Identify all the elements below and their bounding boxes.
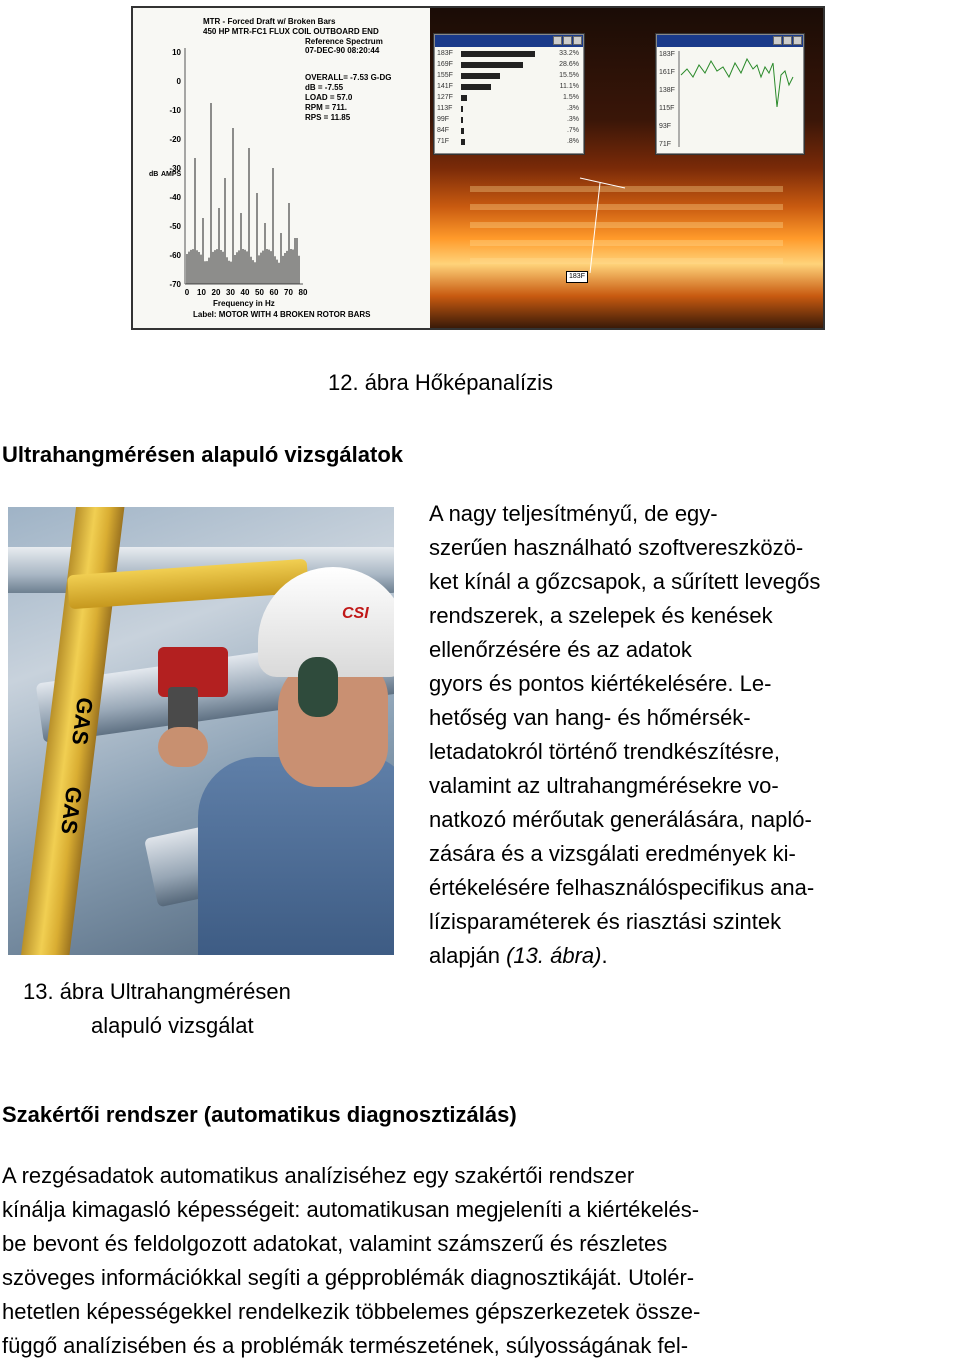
spectrum-y-tick: -20 [169,135,181,144]
histogram-temp-label: 155F [437,72,453,79]
ultrasound-paragraph-line: natkozó mérőutak generálására, napló- [429,807,812,832]
ultrasound-paragraph-line: hetőség van hang- és hőmérsék- [429,705,751,730]
maximize-icon[interactable] [563,36,572,45]
histogram-bar [461,51,535,57]
spectrum-xlabel: Frequency in Hz [213,299,275,308]
expert-system-paragraph-line: szöveges információkkal segíti a gépproblémák diagnosztikáját. Utolér- [2,1265,695,1290]
spectrum-stat-rpm: RPM = 711. [305,103,348,112]
histogram-percent: 1.5% [563,94,579,101]
ultrasound-paragraph-line: gyors és pontos kiértékelésére. Le- [429,671,772,696]
spectrum-y-tick: 0 [176,77,181,86]
histogram-temp-label: 99F [437,116,450,123]
ear-protector [298,657,338,717]
histogram-temp-label: 84F [437,127,450,134]
spectrum-x-tick: 10 [197,288,206,297]
spectrum-ylabel-2: AMPS [161,171,182,178]
pipe-label-gas-1: GAS [67,695,98,747]
maximize-icon[interactable] [783,36,792,45]
pipe-label-gas-2: GAS [56,785,87,836]
thermal-profile-y-tick: 71F [659,141,672,148]
spectrum-x-tick: 0 [184,288,190,297]
spectrum-x-tick: 50 [255,288,264,297]
section-heading-ultrasound: Ultrahangmérésen alapuló vizsgálatok [2,442,404,467]
histogram-percent: 11.1% [559,83,579,90]
expert-system-paragraph-line: kínálja kimagasló képességeit: automatikusan megjeleníti a kiértékelés- [2,1197,700,1222]
ultrasound-paragraph-line: A nagy teljesítményű, de egy- [429,501,718,526]
ultrasound-paragraph-line: ket kínál a gőzcsapok, a sűrített levegős [429,569,821,594]
histogram-percent: .3% [566,116,579,123]
spectrum-y-tick: -40 [169,193,181,202]
close-icon[interactable] [793,36,802,45]
minimize-icon[interactable] [773,36,782,45]
ultrasound-paragraph-line: rendszerek, a szelepek és kenések [429,603,773,628]
figure-13-photo [8,507,394,955]
spectrum-x-tick: 80 [298,288,308,297]
spectrum-x-tick: 60 [269,288,279,297]
histogram-bar [461,128,464,134]
histogram-temp-label: 169F [437,61,453,68]
spectrum-stat-rps: RPS = 11.85 [305,113,351,122]
histogram-bar [461,73,500,79]
spectrum-x-tick: 30 [226,288,235,297]
ultrasound-paragraph-line: valamint az ultrahangmérésekre vo- [429,773,779,798]
histogram-bar [461,95,467,101]
reference-spectrum-plot [133,8,430,328]
ultrasound-paragraph-line: lízisparaméterek és riasztási szintek [429,909,782,934]
histogram-percent: .7% [566,127,579,134]
worker-hand [158,727,208,767]
ultrasound-paragraph-line: ellenőrzésére és az adatok [429,637,692,662]
histogram-temp-label: 127F [437,94,453,101]
histogram-percent: 15.5% [559,72,579,79]
figure-13-reference: (13. ábra) [506,943,602,968]
sentence-end: . [601,943,608,968]
thermal-profile-y-tick: 161F [659,69,675,76]
histogram-temp-label: 183F [437,50,453,57]
spectrum-y-tick: -50 [169,222,181,231]
histogram-percent: 33.2% [559,50,579,57]
spectrum-ref-1: Reference Spectrum [305,37,383,46]
thermal-image [430,8,823,328]
spectrum-y-tick: -10 [169,106,181,115]
close-icon[interactable] [573,36,582,45]
ultrasound-paragraph-line: szerűen használható szoftvereszközö- [429,535,804,560]
spectrum-x-tick: 40 [240,288,250,297]
thermal-profile-plot [657,47,803,151]
expert-system-paragraph-line: függő analízisében és a problémák természetének, súlyosságának fel- [2,1333,689,1358]
histogram-bar [461,139,465,145]
histogram-bar [461,84,491,90]
histogram-titlebar[interactable] [435,35,583,47]
figure-13-caption-line-2: alapuló vizsgálat [91,1013,254,1038]
spectrum-y-tick: 10 [172,48,181,57]
spectrum-footer: Label: MOTOR WITH 4 BROKEN ROTOR BARS [193,310,371,319]
section-heading-expert-system: Szakértői rendszer (automatikus diagnosztizálás) [2,1102,517,1127]
thermal-profile-y-tick: 115F [659,105,675,112]
spectrum-ylabel-1: dB [149,171,159,178]
thermal-profile-titlebar[interactable] [657,35,803,47]
temperature-marker: 183F [566,271,588,283]
histogram-bar [461,117,463,123]
thermal-profile-y-tick: 183F [659,51,675,58]
figure-12-caption: 12. ábra Hőképanalízis [328,370,554,395]
spectrum-y-tick: -70 [169,280,181,289]
spectrum-x-tick: 70 [284,288,293,297]
spectrum-y-tick: -30 [169,164,181,173]
ultrasound-paragraph [429,497,956,973]
histogram-bar [461,62,523,68]
spectrum-stat-db: dB = -7.55 [305,83,344,92]
histogram-percent: 28.6% [559,61,579,68]
spectrum-y-tick: -60 [169,251,181,260]
thermal-profile-window [656,34,804,154]
figure-12-image [131,6,825,330]
expert-system-paragraph-line: hetetlen képességekkel rendelkezik többelemes gépszerkezetek össze- [2,1299,701,1324]
hard-hat-logo: CSI [342,605,369,622]
ultrasound-paragraph-line: értékelésére felhasználóspecifikus ana- [429,875,815,900]
minimize-icon[interactable] [553,36,562,45]
ultrasound-paragraph-line: zására és a vizsgálati eredmények ki- [429,841,796,866]
histogram-percent: .3% [566,105,579,112]
ultrasound-paragraph-line [429,939,956,973]
ultrasound-paragraph-line-text: alapján [429,943,500,968]
worker-body [198,757,394,955]
histogram-bar [461,106,463,112]
histogram-window [434,34,584,154]
spectrum-title-2: 450 HP MTR-FC1 FLUX COIL OUTBOARD END [203,27,379,36]
thermal-profile-y-tick: 138F [659,87,675,94]
spectrum-title-1: MTR - Forced Draft w/ Broken Bars [203,17,336,26]
ultrasound-paragraph-line: letadatokról történő trendkészítésre, [429,739,780,764]
spectrum-x-tick: 20 [211,288,221,297]
spectrum-stat-load: LOAD = 57.0 [305,93,353,102]
histogram-percent: .8% [566,138,579,145]
histogram-temp-label: 141F [437,83,453,90]
expert-system-paragraph [2,1159,956,1363]
histogram-temp-label: 113F [437,105,453,112]
histogram-temp-label: 71F [437,138,450,145]
figure-13-caption-line-1: 13. ábra Ultrahangmérésen [23,979,291,1004]
thermal-profile-y-tick: 93F [659,123,672,130]
spectrum-ref-2: 07-DEC-90 08:20:44 [305,46,380,55]
expert-system-paragraph-line: be bevont és feldolgozott adatokat, valamint számszerű és részletes [2,1231,668,1256]
expert-system-paragraph-line: A rezgésadatok automatikus analíziséhez egy szakértői rendszer [2,1163,635,1188]
spectrum-stat-overall: OVERALL= -7.53 G-DG [305,73,392,82]
